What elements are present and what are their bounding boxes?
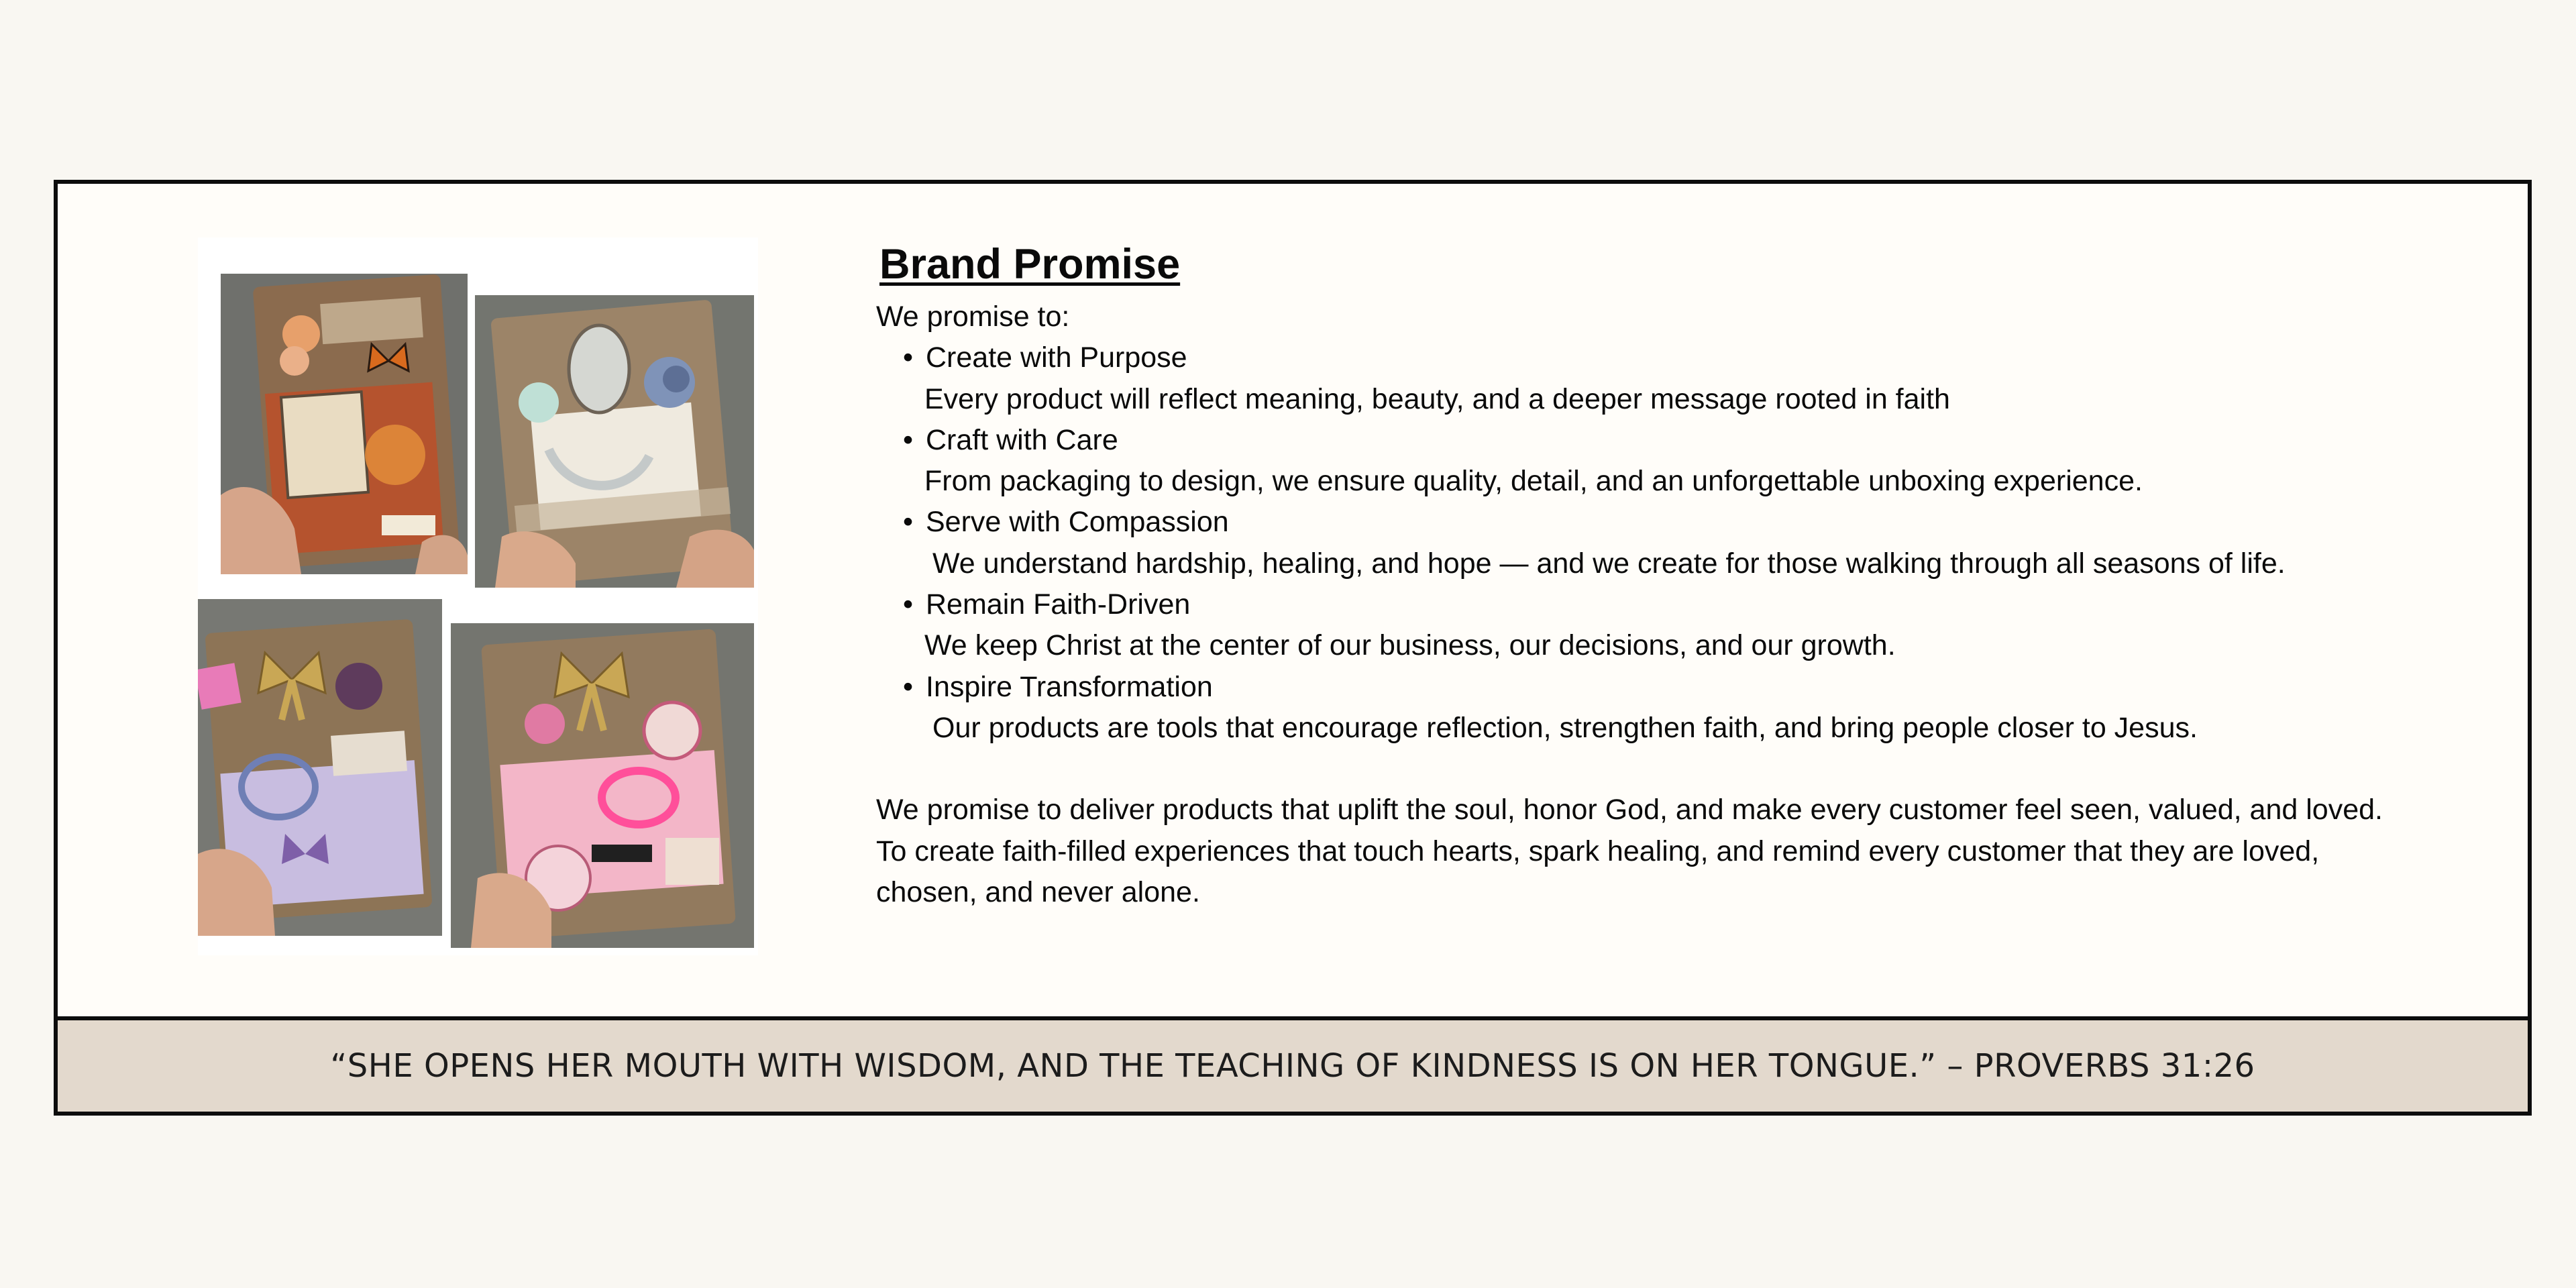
brand-promise-panel [54,180,2532,1116]
bullet-icon: • [903,423,914,456]
promise-item [876,667,2500,708]
promise-item [876,337,2500,378]
intro-text: We promise to: [876,301,1070,333]
gift-package-photo-pink-dreams [451,623,754,948]
promise-item [876,502,2500,543]
promise-label: Remain Faith-Driven [926,588,1191,621]
bullet-icon: • [903,588,914,621]
promise-description: We keep Christ at the center of our business, our decisions, and our growth. [924,629,1896,662]
brand-promise-text [876,237,2500,913]
paragraph-spacer [876,749,2500,790]
bullet-icon: • [903,341,914,374]
gift-package-photo-purple-bow [198,599,442,936]
promise-description: We understand hardship, healing, and hope — and we create for those walking through all seasons of life. [932,547,2286,580]
closing-line: chosen, and never alone. [876,875,1200,908]
scripture-quote: “SHE OPENS HER MOUTH WITH WISDOM, AND THE TEACHING OF KINDNESS IS ON HER TONGUE.” – PROVERBS 31:26 [330,1047,2255,1085]
page-title: Brand Promise [879,241,1181,288]
promise-item [876,584,2500,625]
gift-photo-collage [198,237,758,955]
bullet-icon: • [903,670,914,703]
closing-line: We promise to deliver products that uplift the soul, honor God, and make every customer feel seen, valued, and loved. [876,794,2383,826]
scripture-footer [58,1016,2528,1112]
promise-label: Serve with Compassion [926,506,1229,539]
promise-label: Create with Purpose [926,341,1187,374]
gift-package-photo-orange-butterfly [221,274,468,574]
promise-description: Every product will reflect meaning, beauty, and a deeper message rooted in faith [924,382,1950,415]
panel-content [58,184,2528,1016]
promise-item [876,420,2500,461]
promise-label: Craft with Care [926,423,1118,456]
bullet-icon: • [903,506,914,539]
promise-description: Our products are tools that encourage reflection, strengthen faith, and bring people closer to Jesus. [932,711,2198,744]
closing-line: To create faith-filled experiences that touch hearts, spark healing, and remind every customer that they are loved, [876,835,2320,867]
promise-label: Inspire Transformation [926,670,1213,703]
gift-package-photo-blue-vintage [475,295,754,588]
promise-description: From packaging to design, we ensure quality, detail, and an unforgettable unboxing experience. [924,465,2143,498]
